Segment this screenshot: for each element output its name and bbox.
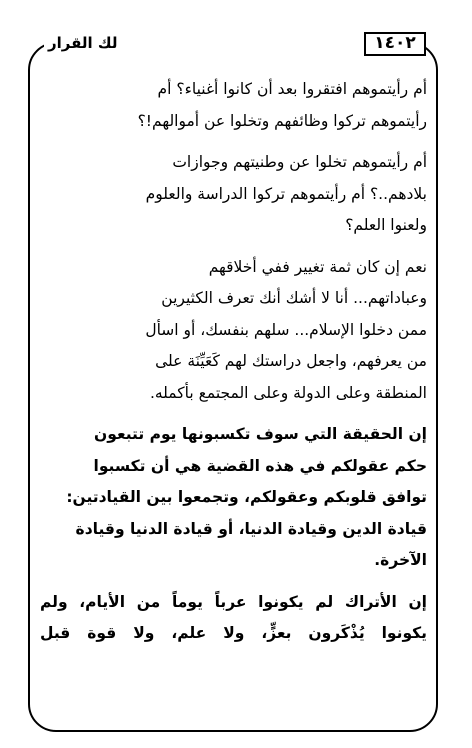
text-line: المنطقة وعلى الدولة وعلى المجتمع بأكمله.	[149, 383, 427, 402]
text-line: الآخرة.	[374, 551, 427, 569]
paragraph-1	[40, 74, 427, 137]
text-line: نعم إن كان ثمة تغيير ففي أخلاقهم	[208, 257, 427, 276]
text-line: وعباداتهم... أنا لا أشك أنك تعرف الكثيرين	[161, 289, 427, 307]
text-line: يكونوا يُذْكَرون بعزٍّ، ولا علم، ولا قوة قبل	[40, 624, 427, 642]
running-title: لك القرار	[44, 32, 122, 54]
text-line: إن الأتراك لم يكونوا عرباً يوماً من الأيام، ولم	[40, 592, 427, 611]
page-number: ١٤٠٢	[364, 32, 426, 56]
paragraph-3	[40, 252, 427, 410]
text-line: إن الحقيقة التي سوف تكسبونها يوم تتبعون	[94, 425, 427, 443]
text-line: توافق قلوبكم وعقولكم، وتجمعوا بين القيادتين:	[66, 488, 427, 506]
paragraph-4	[40, 419, 427, 577]
paragraph-5	[40, 587, 427, 650]
text-line: من يعرفهم، واجعل دراستك لهم كَعَيِّنَة على	[155, 352, 427, 370]
text-line: ممن دخلوا الإسلام... سلهم بنفسك، أو اسأل	[145, 320, 427, 339]
text-line: حكم عقولكم في هذه القضية هي أن تكسبوا	[93, 456, 427, 475]
text-line: رأيتموهم تركوا وظائفهم وتخلوا عن أموالهم!؟	[137, 111, 427, 130]
page-header	[44, 32, 426, 58]
text-line: قيادة الدين وقيادة الدنيا، أو قيادة الدنيا وقيادة	[75, 519, 427, 538]
text-line: أم رأيتموهم تخلوا عن وطنيتهم وجوازات	[172, 153, 427, 171]
text-line: ولعنوا العلم؟	[345, 216, 427, 234]
text-line: أم رأيتموهم افتقروا بعد أن كانوا أغنياء؟ أم	[157, 80, 427, 98]
paragraph-2	[40, 147, 427, 242]
page-content	[40, 74, 427, 650]
text-line: بلادهم..؟ أم رأيتموهم تركوا الدراسة والعلوم	[145, 184, 427, 203]
